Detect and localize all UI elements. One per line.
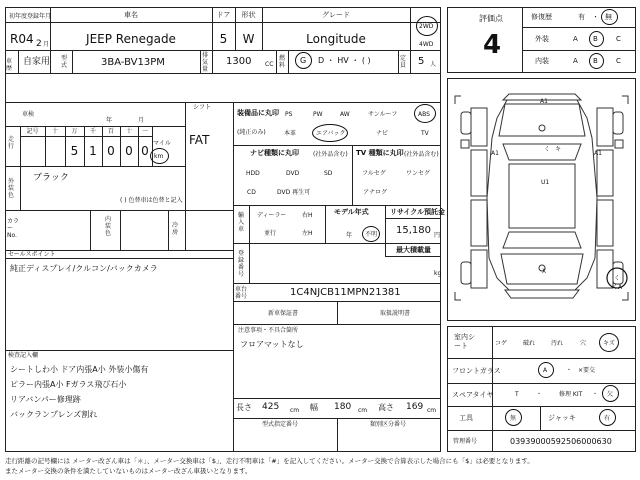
right-front-wheel xyxy=(613,112,623,134)
spare-missing: 欠 xyxy=(607,391,614,398)
shape-value: W xyxy=(242,32,255,46)
windshield xyxy=(503,144,581,160)
jack-value: 有 xyxy=(604,415,611,422)
fuel-g: G xyxy=(300,56,307,65)
grade-value: Longitude xyxy=(306,32,366,46)
int-grade-c: C xyxy=(616,57,621,65)
km-label: km xyxy=(154,153,164,160)
ext-grade-c: C xyxy=(616,35,621,43)
seat-opt-stain: 汚れ xyxy=(551,340,564,347)
height-label: 高さ xyxy=(378,403,394,412)
inspector-label: 検査記入欄 xyxy=(8,352,39,359)
recycle-value: 15,180 xyxy=(396,225,431,236)
inspector-line-3: リアバンパー修理跡 xyxy=(10,395,81,404)
import-left: 左H xyxy=(302,230,313,237)
repair-dot: ・ xyxy=(592,13,599,21)
nav-sd: SD xyxy=(324,170,333,177)
shift-value: FAT xyxy=(189,133,210,147)
management-number: 03939000592506000630 xyxy=(510,437,612,446)
equipment-subtitle: (純正のみ) xyxy=(237,129,266,136)
inspection-label: 車検 xyxy=(22,111,35,118)
front-glass-dot: ・ xyxy=(566,367,573,374)
reg-month-value: 2 xyxy=(36,39,42,49)
width-value: 180 xyxy=(334,402,352,412)
nav-dvd: DVD xyxy=(286,170,300,177)
tv-type-sub: (社外品含む) xyxy=(404,151,439,158)
tv-type-title: TV 種類に丸印 xyxy=(356,149,404,157)
width-unit: cm xyxy=(358,407,368,414)
capacity-label: 定員 xyxy=(400,55,407,69)
front-glass-a: A xyxy=(543,367,548,374)
ext-grade-b: B xyxy=(593,35,598,43)
tools-value: 無 xyxy=(510,415,517,422)
tv-analog: アナログ xyxy=(363,189,388,196)
interior-color-label: 内装色 xyxy=(105,216,112,237)
car-name-label: 車名 xyxy=(124,11,138,19)
import-parallel: 並行 xyxy=(264,230,277,237)
mileage-digit-3: 0 xyxy=(107,144,115,158)
model-year-unknown: 不明 xyxy=(365,231,378,238)
import-right: 右H xyxy=(302,212,313,219)
right-rear-fender xyxy=(597,250,613,288)
reg-year-value: R04 xyxy=(10,32,34,46)
inspection-year-unit: 年 xyxy=(106,117,113,124)
mileage-digit-2: 1 xyxy=(89,144,97,158)
spare-kit: 修理 KIT xyxy=(559,391,583,398)
width-label: 幅 xyxy=(310,403,318,412)
equip-airbag: エアバック xyxy=(316,130,346,137)
equip-navi: ナビ xyxy=(376,130,389,137)
interior-label: 内装 xyxy=(535,57,549,65)
history-label: 車歴 xyxy=(6,58,13,72)
reg-date-label: 初年度登録年月 xyxy=(9,13,52,20)
right-front-fender xyxy=(597,108,613,146)
car-name-value: JEEP Renegade xyxy=(86,32,176,46)
equip-leather: 本革 xyxy=(284,130,297,137)
mileage-digit-4: 0 xyxy=(125,144,133,158)
right-rear-door xyxy=(597,200,613,246)
recycle-yen: 円 xyxy=(434,232,441,239)
digit-header-0: 記号 xyxy=(26,128,39,135)
body-outline xyxy=(487,100,597,290)
digit-header-5: 十 xyxy=(125,128,132,135)
tools-label: 工具 xyxy=(459,414,473,422)
tv-fullseg: フルセグ xyxy=(362,170,386,177)
diagram-a1-left: A1 xyxy=(491,150,499,157)
jack-label: ジャッキ xyxy=(548,414,576,422)
rear-bumper xyxy=(505,290,579,298)
length-value: 425 xyxy=(262,402,280,412)
nav-type-sub: (社外品含む) xyxy=(313,151,348,158)
diagram-u1: U1 xyxy=(541,179,550,186)
aircon-label: 冷房 xyxy=(172,222,179,236)
inspector-line-1: シートしわ小 ドア内張A小 外装小傷有 xyxy=(10,365,149,374)
displacement-value: 1300 xyxy=(226,56,252,67)
equip-abs: ABS xyxy=(418,111,430,118)
spare-t: T xyxy=(515,391,519,398)
type-number-label: 型式指定番号 xyxy=(262,421,299,428)
mile-label: マイル xyxy=(153,140,171,147)
repair-yes: 有 xyxy=(578,13,585,21)
equip-aw: AW xyxy=(340,111,350,118)
diagram-x: X xyxy=(542,268,547,275)
repair-no: 無 xyxy=(605,13,612,21)
spare-tire-label: スペアタイヤ xyxy=(452,391,494,399)
equip-tv: TV xyxy=(421,130,429,137)
shape-label: 形状 xyxy=(241,11,256,19)
door-value: 5 xyxy=(219,32,228,46)
model-label: 型式 xyxy=(61,55,68,69)
right-mirror xyxy=(615,140,623,148)
footer-line-1: 走行距離の記号欄には メーター改ざん車は「＊」、メーター交換車は「$」、走行不明車は「#」を記入してください。メーター交換で合算表示した場合にも「$」は必要となります。 xyxy=(5,457,534,465)
seat-opt-tear: 破れ xyxy=(523,340,536,347)
reg-month-unit: 月 xyxy=(43,41,50,48)
nav-cd: CD xyxy=(247,189,256,196)
tv-oneseg: ワンセグ xyxy=(406,170,431,177)
front-glass-replace: ×要交 xyxy=(578,367,596,374)
nav-hdd: HDD xyxy=(246,170,260,177)
max-load-unit: kg xyxy=(434,270,442,277)
left-front-wheel xyxy=(461,112,471,134)
capacity-value: 5 xyxy=(418,56,425,67)
door-label: ドア xyxy=(216,11,231,19)
sales-point-text: 純正ディスプレイ/クルコン/バックカメラ xyxy=(10,264,158,273)
left-rear-door xyxy=(471,200,487,246)
fuel-label: 燃料 xyxy=(279,55,286,69)
left-rear-wheel xyxy=(461,262,471,284)
left-rear-fender xyxy=(471,250,487,288)
score-label: 評価点 xyxy=(479,14,503,23)
displacement-unit: CC xyxy=(265,61,274,68)
diagram-ki-a: キ xyxy=(555,146,562,153)
grade-label: グレード xyxy=(322,11,350,19)
manual-label: 取扱説明書 xyxy=(380,310,411,317)
height-unit: cm xyxy=(427,407,437,414)
vin-label: 車台番号 xyxy=(235,286,248,300)
model-year-unit: 年 xyxy=(346,232,353,239)
mileage-digit-5: 0 xyxy=(141,144,149,158)
int-grade-b: B xyxy=(593,57,598,65)
diagram-ku-b: くA xyxy=(612,284,623,291)
digit-header-4: 百 xyxy=(107,128,114,135)
model-value: 3BA-BV13PM xyxy=(101,57,165,68)
rear-window xyxy=(503,232,581,248)
spare-dot1: ・ xyxy=(536,391,543,398)
color-no-label: カラーNo. xyxy=(7,218,20,239)
digit-header-6: 一 xyxy=(141,128,148,135)
model-year-label: モデル年式 xyxy=(334,208,369,216)
nav-dvd-play: DVD 再生可 xyxy=(277,189,311,196)
import-dealer: ディーラー xyxy=(257,212,287,219)
equipment-title: 装備品に丸印 xyxy=(237,109,279,117)
exterior-color-label: 外装色 xyxy=(8,178,15,199)
height-value: 169 xyxy=(406,402,424,412)
use-value: 自家用 xyxy=(23,57,51,67)
equip-ps: PS xyxy=(285,111,293,118)
int-grade-a: A xyxy=(573,57,578,65)
spare-dot2: ・ xyxy=(592,391,599,398)
notes-text: フロアマットなし xyxy=(240,340,304,349)
plate-label: 登録番号 xyxy=(238,250,245,278)
sales-point-label: セールスポイント xyxy=(8,251,56,258)
fuel-others: D ・ HV ・ ( ) xyxy=(318,56,371,65)
left-front-door xyxy=(471,150,487,196)
max-load-label: 最大積載量 xyxy=(396,246,431,254)
seat-opt-scratch: キズ xyxy=(603,340,615,347)
left-mirror xyxy=(461,140,469,148)
inspector-line-2: ピラー内張A小 Fガラス飛び石小 xyxy=(10,380,127,389)
roof xyxy=(509,164,575,228)
shift-label: シフト xyxy=(193,104,212,111)
diagram-a1-top: A1 xyxy=(540,98,548,105)
diagram-ku-2: く xyxy=(614,275,621,282)
capacity-unit: 人 xyxy=(430,61,437,68)
equip-sunroof: サンルーフ xyxy=(368,111,398,118)
digit-header-1: 十 xyxy=(51,128,58,135)
seat-opt-burn: コゲ xyxy=(495,340,508,347)
inspection-month-unit: 月 xyxy=(138,117,145,124)
diagram-a1-right: A1 xyxy=(594,150,602,157)
mileage-digit-1: 5 xyxy=(70,144,79,158)
import-label: 輸入車 xyxy=(238,212,245,233)
class-number-label: 類別区分番号 xyxy=(370,421,407,428)
digit-header-2: 万 xyxy=(71,128,78,135)
repair-label: 修復歴 xyxy=(531,13,552,21)
vin-value: 1C4NJCB11MPN21381 xyxy=(290,287,401,298)
exterior-label: 外装 xyxy=(535,35,549,43)
equip-pw: PW xyxy=(313,111,323,118)
exterior-color-value: ブラック xyxy=(33,173,69,183)
management-label: 管理番号 xyxy=(453,438,478,445)
drive-2wd: 2WD xyxy=(419,23,434,30)
distance-label: 走行 xyxy=(8,136,15,150)
color-change-note: ( ) 色替車は色替と記入 xyxy=(120,197,183,204)
front-glass-label: フロントガラス xyxy=(452,367,501,375)
drive-4wd: 4WD xyxy=(419,41,434,48)
digit-header-3: 千 xyxy=(89,128,96,135)
seat-opt-hole: 穴 xyxy=(580,340,587,347)
warranty-label: 新車保証書 xyxy=(268,310,299,317)
left-front-fender xyxy=(471,108,487,146)
interior-seat-label: 室内シート xyxy=(454,333,475,350)
ext-grade-a: A xyxy=(573,35,578,43)
footer-line-2: またメーター交換の条件を満たしていないものはメーター改ざん車扱いとなります。 xyxy=(5,467,252,475)
car-diagram xyxy=(447,78,636,321)
notes-label: 注意事項・不具合箇所 xyxy=(238,327,299,334)
diagram-ku: く xyxy=(544,146,551,153)
inspector-line-4: バックランプレンズ割れ xyxy=(10,410,98,419)
recycle-label: リサイクル預託金 xyxy=(390,208,446,216)
length-unit: cm xyxy=(290,407,300,414)
displacement-label: 排気量 xyxy=(202,52,209,73)
nav-type-title: ナビ種類に丸印 xyxy=(250,149,299,157)
score-value: 4 xyxy=(483,30,502,60)
length-label: 長さ xyxy=(236,403,252,412)
